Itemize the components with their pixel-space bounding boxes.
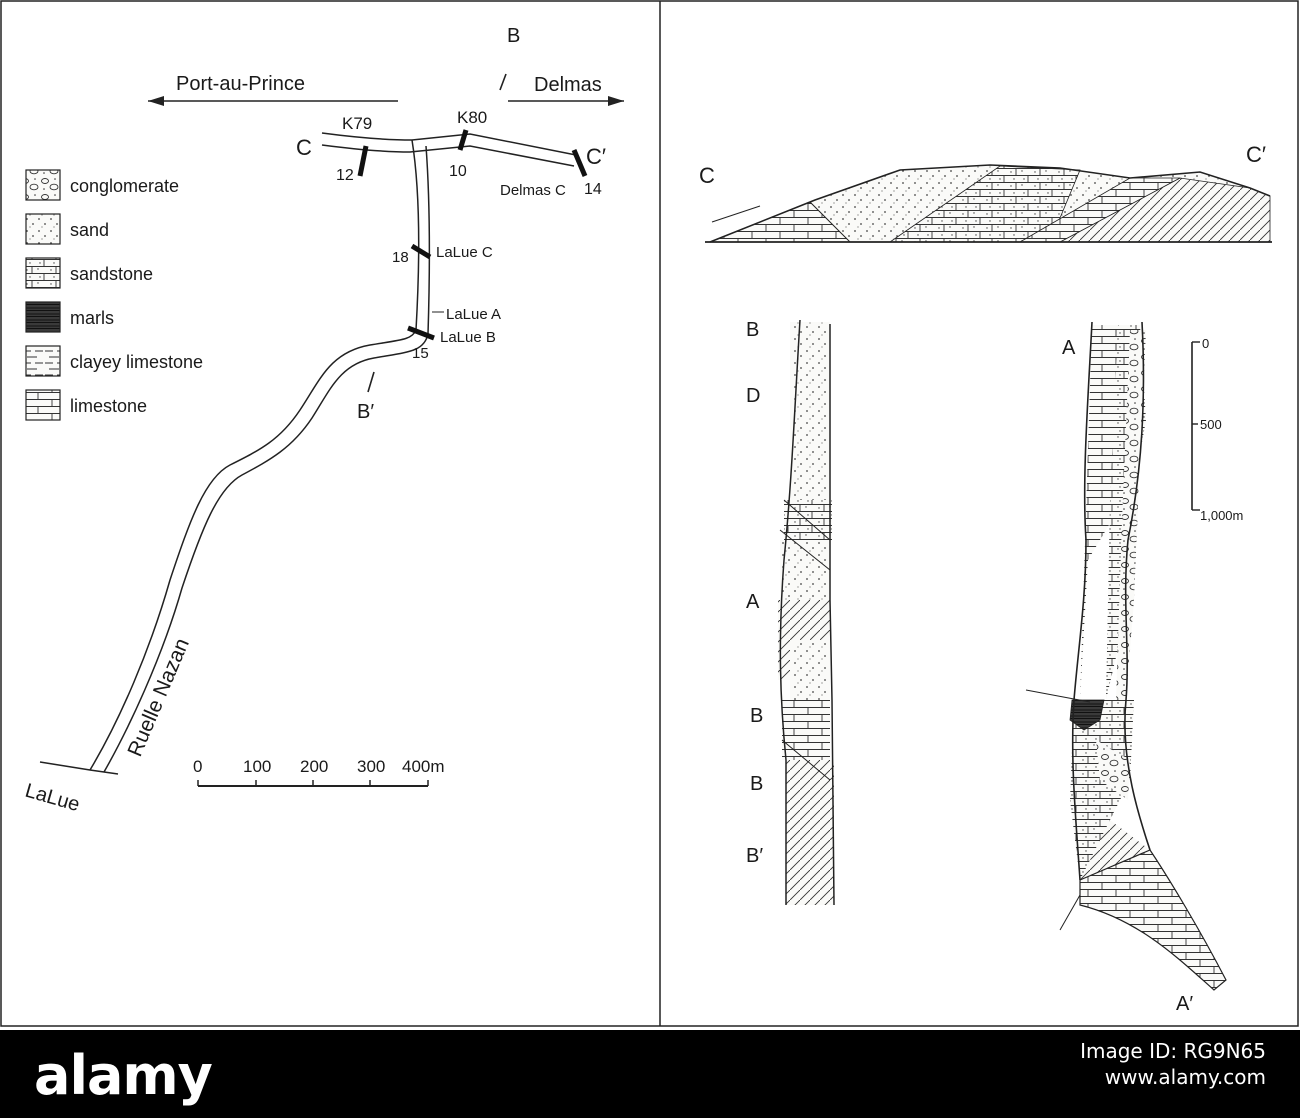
column-b-letter-4: B [750, 705, 764, 727]
street-ruelle-nazan: Ruelle Nazan [123, 634, 194, 760]
legend-label-sand: sand [70, 220, 110, 240]
section-b-prime-label: B′ [357, 401, 375, 423]
map-panel [23, 25, 624, 816]
column-a [1026, 322, 1226, 1015]
outcrop-lalue-c: LaLue C [436, 244, 493, 261]
vertical-scale-0: 0 [1202, 336, 1210, 351]
city-port-au-prince: Port-au-Prince [176, 73, 305, 95]
column-a-top-label: A [1062, 337, 1076, 359]
scale-tick-400m: 400m [402, 757, 445, 776]
legend-swatch-sand [26, 214, 60, 244]
legend-label-conglomerate: conglomerate [70, 176, 180, 196]
legend-swatch-sandstone [26, 258, 60, 288]
column-b [746, 319, 834, 905]
station-18: 18 [392, 249, 409, 266]
column-b-letter-5: B [750, 773, 764, 795]
legend-swatch-marls [26, 302, 60, 332]
station-14: 14 [584, 181, 602, 198]
map-scale-bar [193, 757, 445, 786]
km-k80: K80 [457, 108, 488, 127]
legend [26, 170, 203, 420]
scale-tick-200: 200 [300, 757, 329, 776]
vertical-scale [1192, 336, 1243, 523]
outcrop-delmas-c: Delmas C [500, 182, 566, 199]
city-delmas: Delmas [534, 74, 602, 96]
alamy-logo: alamy [34, 1044, 212, 1107]
station-15: 15 [412, 345, 429, 362]
station-12: 12 [336, 167, 354, 184]
scale-tick-0: 0 [193, 757, 203, 776]
outcrop-lalue-a: LaLue A [446, 306, 502, 323]
street-lalue: LaLue [22, 779, 83, 817]
cross-section-c-prime-label: C′ [1246, 142, 1267, 167]
section-b-label: B [507, 25, 521, 47]
watermark-bar [0, 1030, 1300, 1118]
km-k79: K79 [342, 114, 373, 133]
legend-swatch-clayey-limestone [26, 346, 60, 376]
image-id-block [1080, 1038, 1266, 1090]
arrow-to-port-au-prince [148, 96, 398, 106]
outcrop-lalue-b: LaLue B [440, 329, 496, 346]
column-b-letter-1: B [746, 319, 760, 341]
legend-swatch-limestone [26, 390, 60, 420]
section-c-prime-label: C′ [586, 144, 607, 169]
station-10: 10 [449, 163, 467, 180]
column-b-letter-3: A [746, 591, 760, 613]
cross-section-c-label: C [699, 163, 715, 188]
legend-label-limestone: limestone [70, 396, 148, 416]
legend-label-clayey-limestone: clayey limestone [70, 352, 204, 372]
road [40, 133, 576, 774]
scale-tick-300: 300 [357, 757, 386, 776]
legend-label-sandstone: sandstone [70, 264, 154, 284]
vertical-scale-1000m: 1,000m [1200, 508, 1244, 523]
legend-label-marls: marls [70, 308, 114, 328]
cross-section-c [699, 142, 1272, 242]
section-c-label: C [296, 135, 312, 160]
column-a-bottom-label: A′ [1176, 993, 1194, 1015]
arrow-to-delmas [508, 96, 624, 106]
image-url: www.alamy.com [1104, 1065, 1266, 1089]
vertical-scale-500: 500 [1200, 417, 1222, 432]
scale-tick-100: 100 [243, 757, 272, 776]
legend-swatch-conglomerate [26, 170, 60, 200]
image-id: Image ID: RG9N65 [1080, 1039, 1266, 1063]
column-b-letter-6: B′ [746, 845, 764, 867]
column-b-letter-2: D [746, 385, 761, 407]
